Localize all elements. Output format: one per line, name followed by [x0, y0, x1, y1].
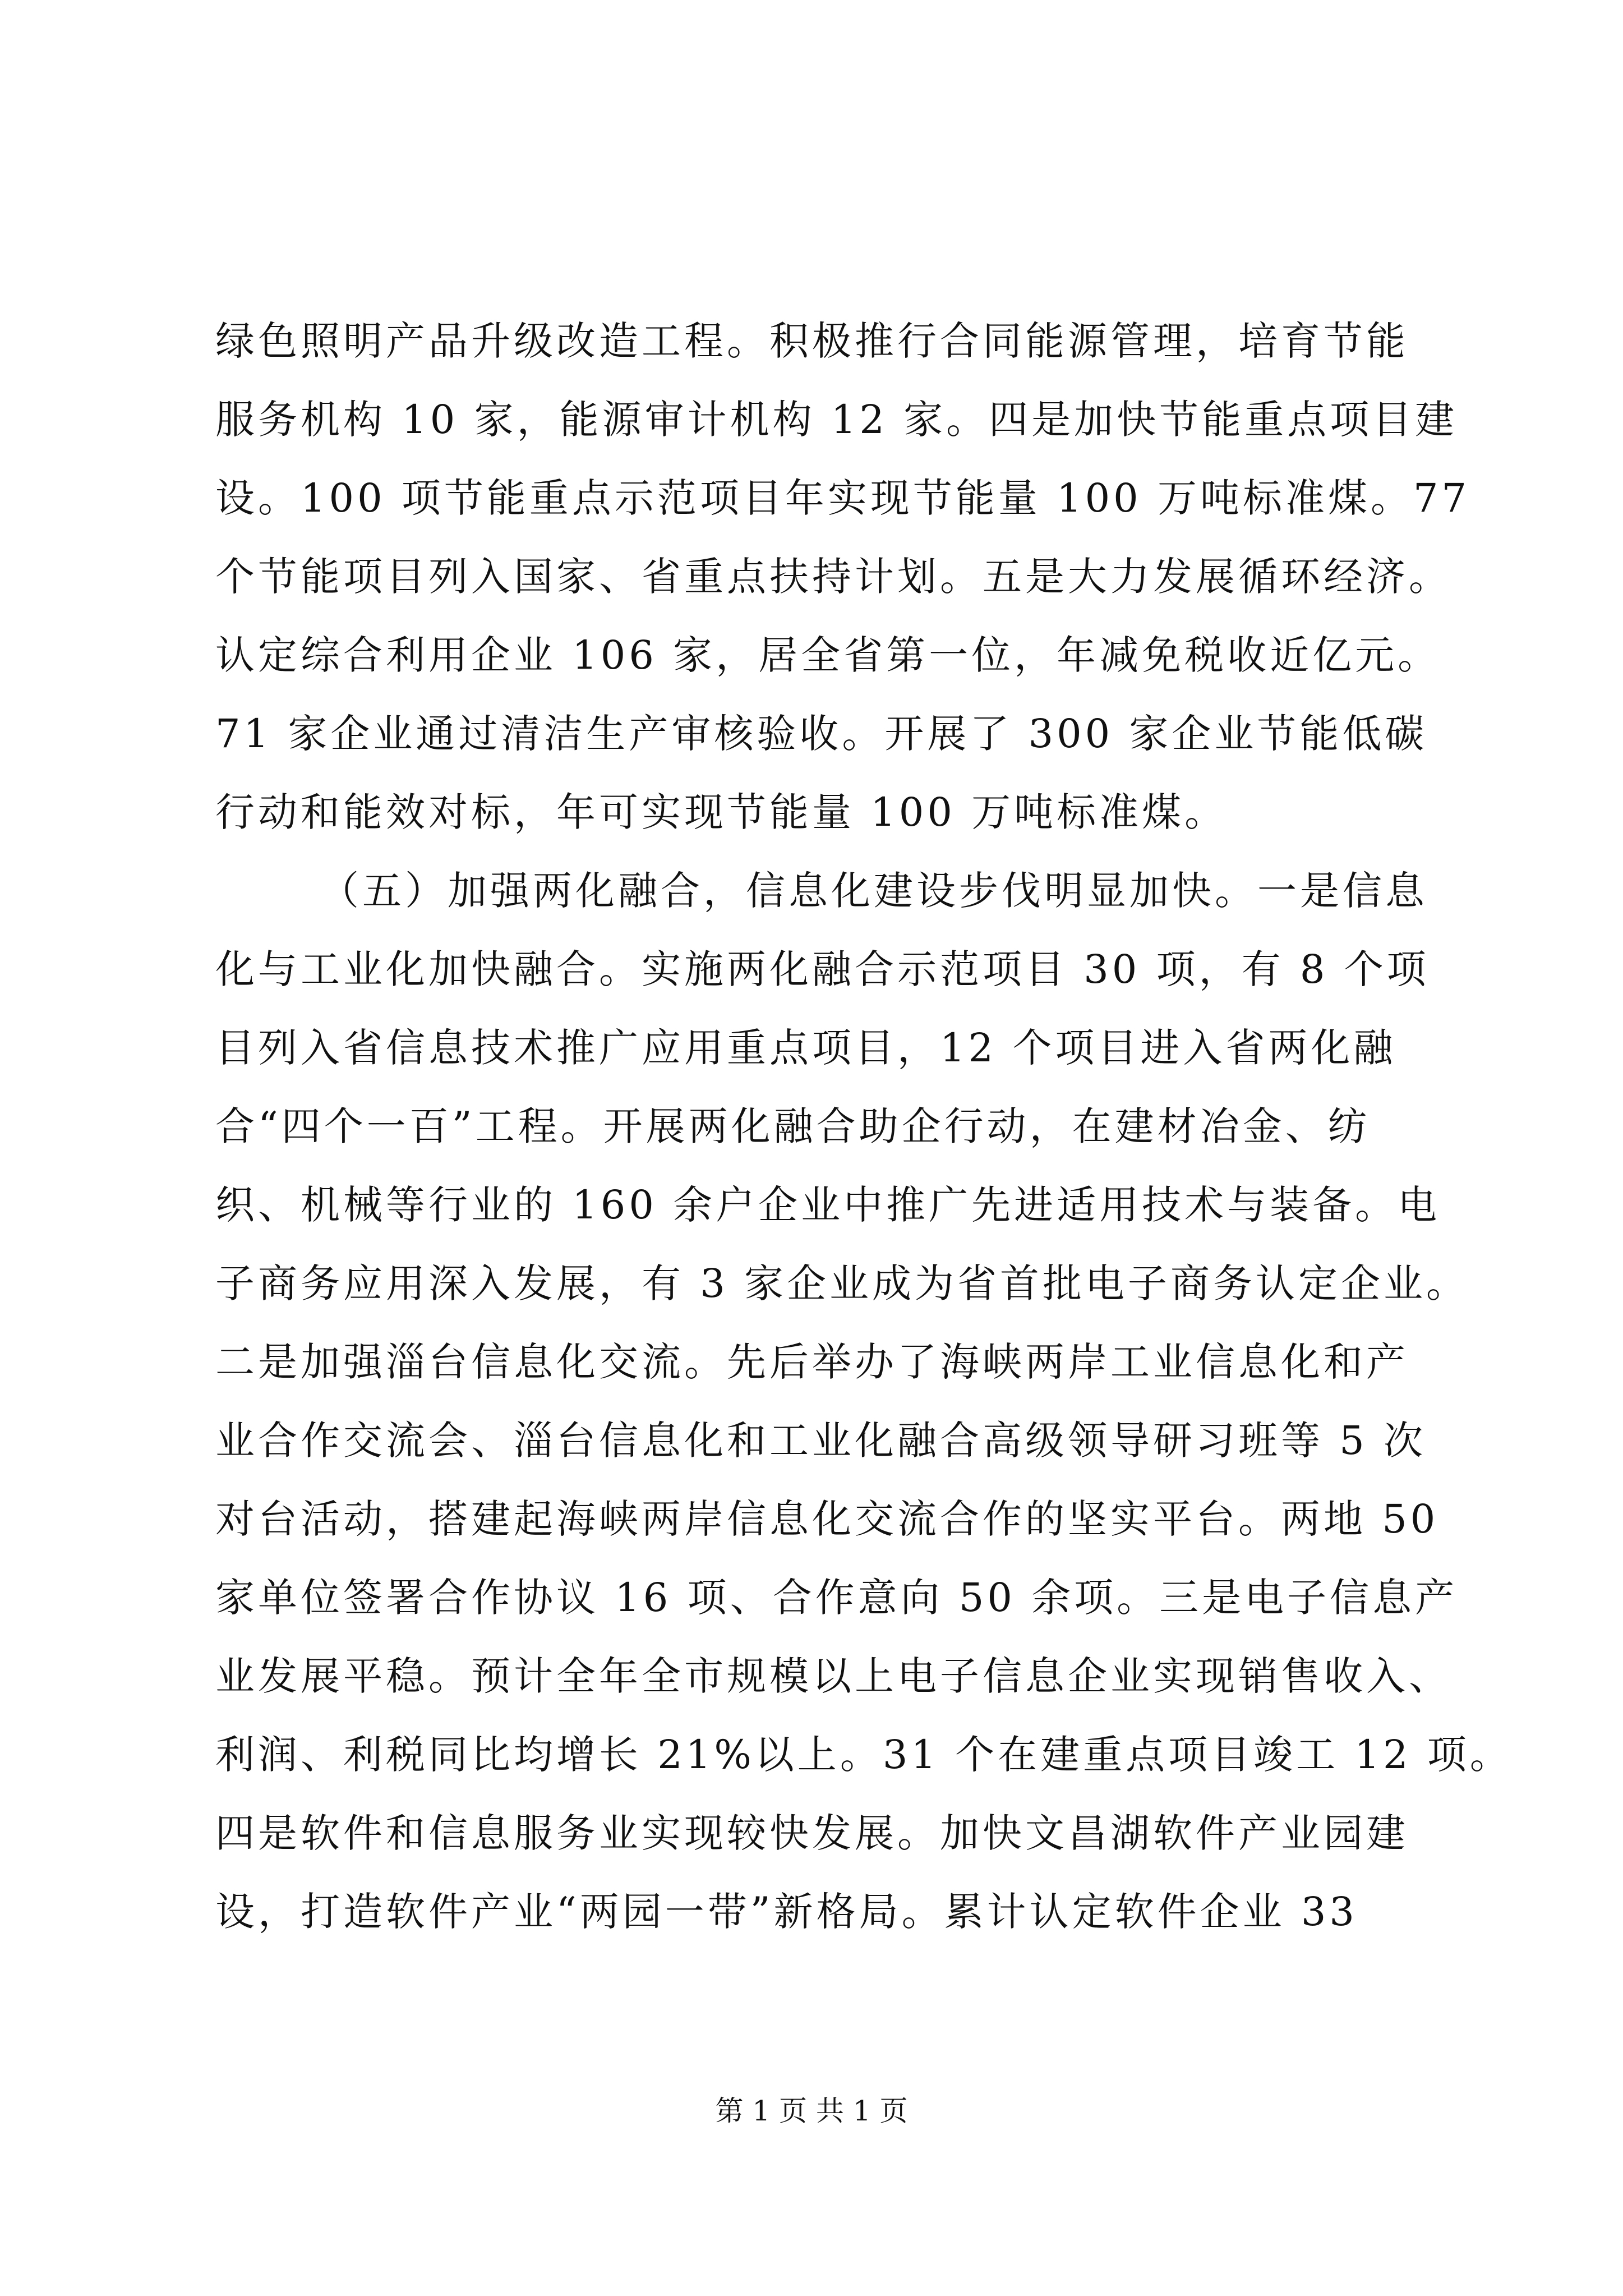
text-line: 服务机构 10 家，能源审计机构 12 家。四是加快节能重点项目建 — [215, 397, 1458, 443]
text-line: 利润、利税同比均增长 21%以上。31 个在建重点项目竣工 12 项。 — [215, 1732, 1513, 1778]
text-line: 合“四个一百”工程。开展两化融合助企行动，在建材冶金、纺 — [215, 1103, 1371, 1149]
text-line: 设。100 项节能重点示范项目年实现节能量 100 万吨标准煤。77 — [215, 475, 1470, 521]
text-line: 目列入省信息技术推广应用重点项目，12 个项目进入省两化融 — [215, 1025, 1396, 1071]
text-line: 对台活动，搭建起海峡两岸信息化交流合作的坚实平台。两地 50 — [215, 1496, 1439, 1542]
text-line: 行动和能效对标，年可实现节能量 100 万吨标准煤。 — [215, 789, 1228, 835]
text-line: 个节能项目列入国家、省重点扶持计划。五是大力发展循环经济。 — [215, 554, 1451, 600]
text-line: 设，打造软件产业“两园一带”新格局。累计认定软件企业 33 — [215, 1889, 1358, 1935]
page-footer: 第 1 页 共 1 页 — [715, 2095, 908, 2127]
text-line: 家单位签署合作协议 16 项、合作意向 50 余项。三是电子信息产 — [215, 1575, 1458, 1621]
text-line: 四是软件和信息服务业实现较快发展。加快文昌湖软件产业园建 — [215, 1810, 1409, 1856]
text-line: 业合作交流会、淄台信息化和工业化融合高级领导研习班等 5 次 — [215, 1418, 1427, 1464]
text-line: 二是加强淄台信息化交流。先后举办了海峡两岸工业信息化和产 — [215, 1339, 1409, 1385]
section-heading-line: （五）加强两化融合，信息化建设步伐明显加快。一是信息 — [320, 868, 1428, 914]
text-line: 绿色照明产品升级改造工程。积极推行合同能源管理，培育节能 — [215, 318, 1409, 364]
text-line: 认定综合利用企业 106 家，居全省第一位，年减免税收近亿元。 — [215, 632, 1441, 678]
text-line: 化与工业化加快融合。实施两化融合示范项目 30 项，有 8 个项 — [215, 946, 1430, 992]
text-line: 71 家企业通过清洁生产审核验收。开展了 300 家企业节能低碳 — [215, 711, 1428, 757]
text-line: 子商务应用深入发展，有 3 家企业成为省首批电子商务认定企业。 — [215, 1260, 1469, 1306]
text-line: 织、机械等行业的 160 余户企业中推广先进适用技术与装备。电 — [215, 1182, 1441, 1228]
text-line: 业发展平稳。预计全年全市规模以上电子信息企业实现销售收入、 — [215, 1653, 1451, 1699]
